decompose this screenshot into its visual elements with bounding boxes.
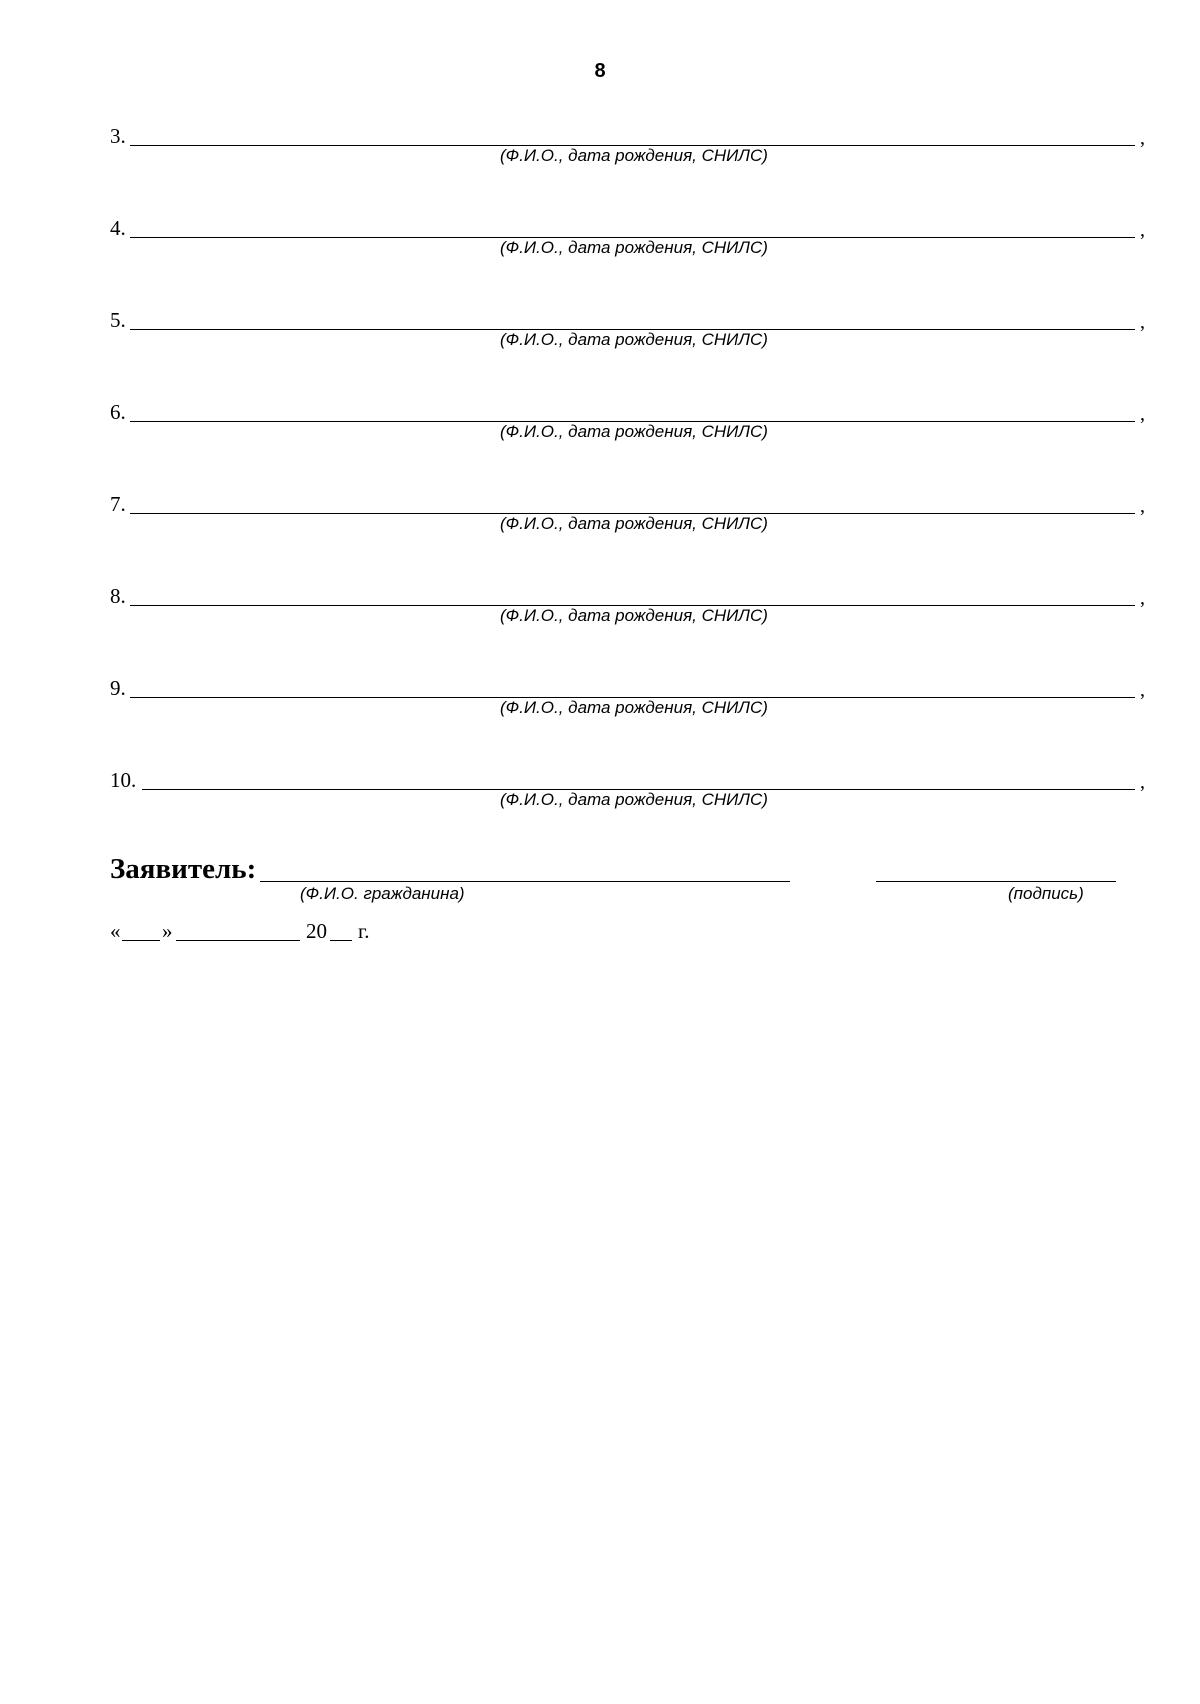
entry-row [110,400,1145,492]
entry-number: 9. [110,676,126,700]
entry-list [110,124,1145,860]
date-open-quote: « [110,919,121,943]
entry-number: 10. [110,768,137,792]
entry-row [110,584,1145,676]
month-blank[interactable] [176,940,300,941]
entry-row [110,124,1145,216]
signature-line[interactable] [876,881,1116,882]
entry-hint: (Ф.И.О., дата рождения, СНИЛС) [500,238,768,257]
entry-trailing-comma: , [1140,771,1145,793]
entry-hint: (Ф.И.О., дата рождения, СНИЛС) [500,146,768,165]
entry-hint: (Ф.И.О., дата рождения, СНИЛС) [500,422,768,441]
year-blank[interactable] [330,940,352,941]
applicant-block [110,852,1120,912]
entry-row [110,216,1145,308]
entry-hint: (Ф.И.О., дата рождения, СНИЛС) [500,606,768,625]
entry-trailing-comma: , [1140,679,1145,701]
entry-number: 7. [110,492,126,516]
applicant-name-line[interactable] [260,881,790,882]
signature-hint: (подпись) [1008,884,1084,903]
page-number: 8 [594,60,606,82]
date-close-quote: » [162,919,173,943]
entry-trailing-comma: , [1140,311,1145,333]
entry-trailing-comma: , [1140,587,1145,609]
year-prefix: 20 [306,919,327,943]
entry-trailing-comma: , [1140,219,1145,241]
entry-number: 3. [110,124,126,148]
entry-number: 8. [110,584,126,608]
entry-number: 6. [110,400,126,424]
entry-trailing-comma: , [1140,495,1145,517]
entry-row [110,492,1145,584]
day-blank[interactable] [122,940,160,941]
year-suffix: г. [358,919,370,943]
entry-hint: (Ф.И.О., дата рождения, СНИЛС) [500,698,768,717]
applicant-name-hint: (Ф.И.О. гражданина) [300,884,465,903]
entry-hint: (Ф.И.О., дата рождения, СНИЛС) [500,330,768,349]
entry-trailing-comma: , [1140,403,1145,425]
entry-hint: (Ф.И.О., дата рождения, СНИЛС) [500,514,768,533]
entry-number: 4. [110,216,126,240]
entry-row [110,676,1145,768]
entry-hint: (Ф.И.О., дата рождения, СНИЛС) [500,790,768,809]
entry-row [110,308,1145,400]
applicant-label: Заявитель: [110,853,257,885]
entry-number: 5. [110,308,126,332]
entry-trailing-comma: , [1140,127,1145,149]
entry-row [110,768,1145,860]
